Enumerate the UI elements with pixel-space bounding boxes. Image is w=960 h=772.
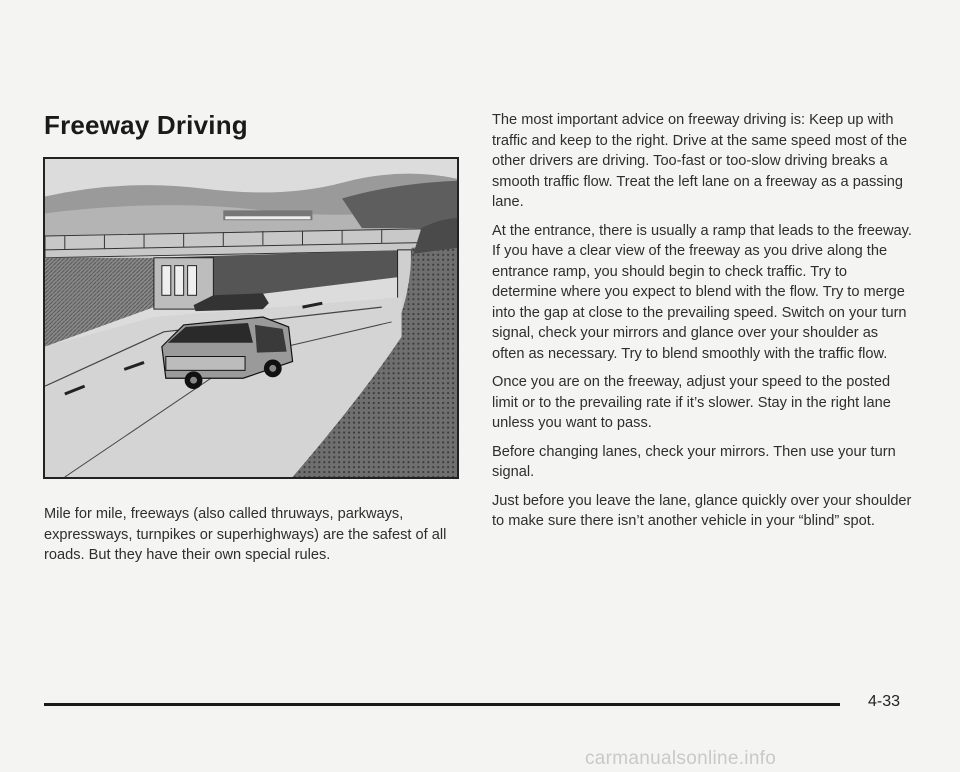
page-title: Freeway Driving [44, 110, 248, 140]
paragraph-on-freeway: Once you are on the freeway, adjust your speed to the posted limit or to the prevailing rate if it’s slower. Stay in the right lane unless you want to pass. [492, 374, 891, 431]
page-number: 4-33 [868, 693, 901, 710]
footer-rule [44, 703, 840, 706]
body-text-column [492, 110, 912, 540]
paragraph-blind-spot: Just before you leave the lane, glance quickly over your shoulder to make sure there isn’t another vehicle in your “blind” spot. [492, 492, 912, 529]
paragraph-changing-lanes: Before changing lanes, check your mirrors. Then use your turn signal. [492, 443, 896, 480]
freeway-illustration [43, 157, 459, 479]
freeway-overpass-illustration-icon [45, 159, 457, 477]
paragraph-keep-up: The most important advice on freeway driving is: Keep up with traffic and keep to the right. Drive at the same speed most of the other drivers are driving. Too-fast or too-slow driving breaks a smooth traffic flow. Treat the left lane on a freeway as a passing lane. [492, 112, 908, 210]
paragraph-entrance: At the entrance, there is usually a ramp that leads to the freeway. If you have a clear view of the freeway as you drive along the entrance ramp, you should begin to check traffic. Try to determine where you expect to blend with the flow. Try to merge into the gap at close to the prevailing speed. Switch on your turn signal, check your mirrors and glance over your shoulder as often as necessary. Try to blend smoothly with the traffic flow. [492, 222, 912, 362]
watermark-text: carmanualsonline.info [585, 748, 777, 769]
figure-caption: Mile for mile, freeways (also called thruways, parkways, expressways, turnpikes or superhighways) are the safest of all roads. But they have their own special rules. [44, 506, 447, 563]
